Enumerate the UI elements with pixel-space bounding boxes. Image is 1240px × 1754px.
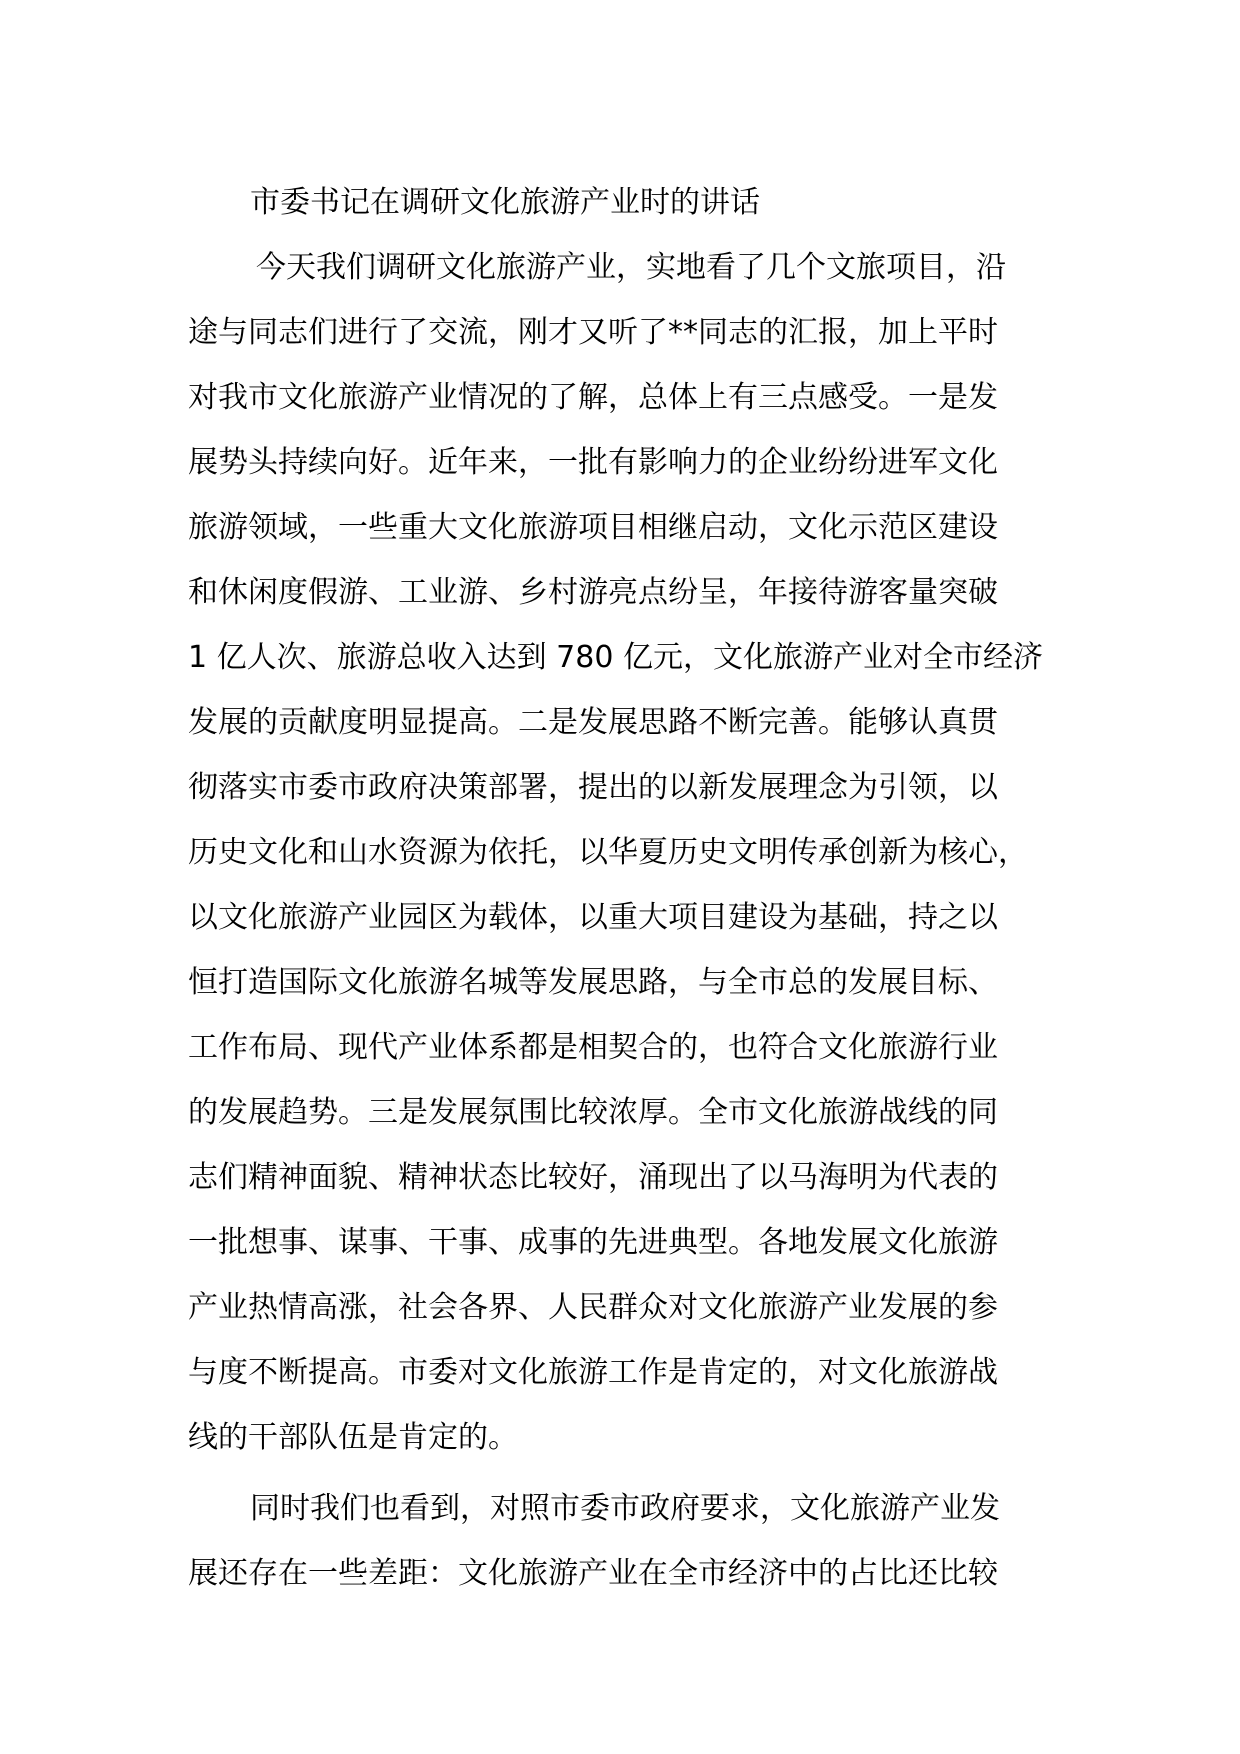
paragraph-line: 志们精神面貌、精神状态比较好，涌现出了以马海明为代表的 <box>188 1160 998 1195</box>
paragraph-line: 彻落实市委市政府决策部署，提出的以新发展理念为引领，以 <box>188 770 998 805</box>
paragraph-1 <box>188 235 1068 1470</box>
paragraph-line: 一批想事、谋事、干事、成事的先进典型。各地发展文化旅游 <box>188 1225 998 1260</box>
paragraph-line: 的发展趋势。三是发展氛围比较浓厚。全市文化旅游战线的同 <box>188 1095 998 1130</box>
paragraph-line: 和休闲度假游、工业游、乡村游亮点纷呈，年接待游客量突破 <box>188 575 998 610</box>
paragraph-line: 发展的贡献度明显提高。二是发展思路不断完善。能够认真贯 <box>188 705 998 740</box>
paragraph-line: 展还存在一些差距：文化旅游产业在全市经济中的占比还比较 <box>188 1556 998 1591</box>
paragraph-line: 旅游领域，一些重大文化旅游项目相继启动，文化示范区建设 <box>188 510 998 545</box>
paragraph-line: 历史文化和山水资源为依托，以华夏历史文明传承创新为核心， <box>188 835 1028 870</box>
paragraph-line: 途与同志们进行了交流，刚才又听了**同志的汇报，加上平时 <box>188 315 998 350</box>
paragraph-line: 与度不断提高。市委对文化旅游工作是肯定的，对文化旅游战 <box>188 1355 998 1390</box>
paragraph-2 <box>188 1476 1068 1606</box>
document-body <box>188 170 1068 1606</box>
paragraph-line: 同时我们也看到，对照市委市政府要求，文化旅游产业发 <box>250 1491 1000 1526</box>
paragraph-line: 1 亿人次、旅游总收入达到 780 亿元，文化旅游产业对全市经济 <box>188 640 1043 675</box>
document-title: 市委书记在调研文化旅游产业时的讲话 <box>250 185 760 220</box>
paragraph-line: 以文化旅游产业园区为载体，以重大项目建设为基础，持之以 <box>188 900 998 935</box>
paragraph-line: 展势头持续向好。近年来，一批有影响力的企业纷纷进军文化 <box>188 445 998 480</box>
paragraph-line: 产业热情高涨，社会各界、人民群众对文化旅游产业发展的参 <box>188 1290 998 1325</box>
paragraph-line: 恒打造国际文化旅游名城等发展思路，与全市总的发展目标、 <box>188 965 998 1000</box>
paragraph-line: 今天我们调研文化旅游产业，实地看了几个文旅项目，沿 <box>256 250 1006 285</box>
paragraph-line: 工作布局、现代产业体系都是相契合的，也符合文化旅游行业 <box>188 1030 998 1065</box>
paragraph-line: 线的干部队伍是肯定的。 <box>188 1420 518 1455</box>
paragraph-line: 对我市文化旅游产业情况的了解，总体上有三点感受。一是发 <box>188 380 998 415</box>
